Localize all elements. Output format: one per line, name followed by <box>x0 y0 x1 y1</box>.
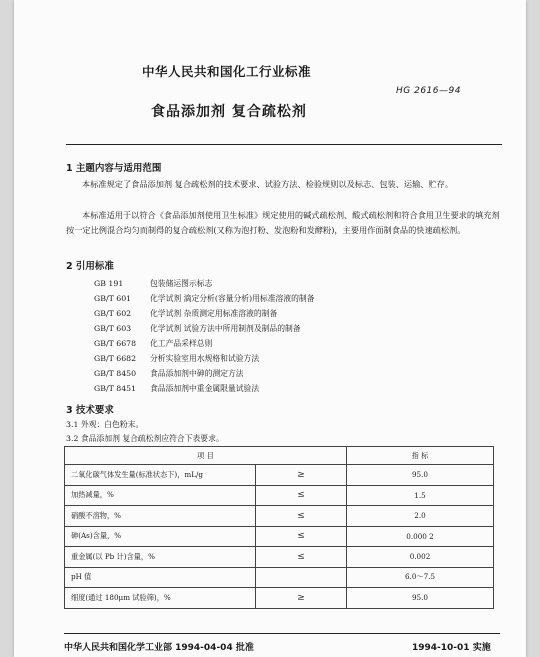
approval-line: 中华人民共和国化学工业部 1994-04-04 批准 <box>64 643 254 653</box>
section-1-para-1: 本标准规定了食品添加剂 复合疏松剂的技术要求、试验方法、检验规则以及标志、包装、运输、贮存。 <box>82 179 454 189</box>
section-1-heading: 1 主题内容与适用范围 <box>66 163 162 174</box>
section-1-para-2: 本标准适用于以符合《食品添加剂使用卫生标准》规定使用的碱式疏松剂、酸式疏松剂和符合食用卫生要求的填充剂按一定比例混合均匀而制得的复合疏松剂(又称为泡打粉、发泡粉和发酵粉)，主要用作面制食品的快速疏松剂。 <box>66 210 500 235</box>
row-comparator: ≥ <box>256 465 347 486</box>
reference-item <box>94 323 301 334</box>
row-item-name: 细度(通过 180μm 试验筛)，% <box>65 588 256 609</box>
reference-code: GB/T 602 <box>94 309 132 318</box>
reference-title: 化学试剂 杂质测定用标准溶液的制备 <box>150 309 278 318</box>
row-item-name: 硝酸不溶物，% <box>65 506 256 527</box>
reference-item <box>94 338 212 349</box>
row-value: 1.5 <box>347 485 494 506</box>
row-value: 0.000 2 <box>347 526 494 547</box>
standard-code: HG 2616—94 <box>396 86 461 96</box>
row-item-name: 重金属(以 Pb 计)含量，% <box>65 547 256 568</box>
table-row <box>65 465 494 486</box>
reference-item <box>94 353 259 364</box>
reference-title: 化学试剂 滴定分析(容量分析)用标准溶液的制备 <box>150 294 315 303</box>
reference-item <box>94 368 244 379</box>
table-row <box>65 567 494 588</box>
row-item-name: pH 值 <box>65 567 256 588</box>
reference-code: GB/T 6678 <box>94 339 137 348</box>
reference-code: GB/T 601 <box>94 294 132 303</box>
row-comparator: ≥ <box>256 588 347 609</box>
effective-date: 1994-10-01 实施 <box>412 643 491 653</box>
document-page <box>14 0 526 657</box>
table-row <box>65 526 494 547</box>
row-value: 0.002 <box>347 547 494 568</box>
row-comparator: ≤ <box>256 485 347 506</box>
reference-title: 分析实验室用水规格和试验方法 <box>150 354 260 363</box>
industry-standard-title: 中华人民共和国化工行业标准 <box>142 64 312 79</box>
table-row <box>65 588 494 609</box>
row-value: 95.0 <box>347 588 494 609</box>
reference-code: GB 191 <box>94 279 124 288</box>
row-value: 95.0 <box>347 465 494 486</box>
row-item-name: 砷(As)含量，% <box>65 526 256 547</box>
row-value: 6.0～7.5 <box>347 567 494 588</box>
reference-title: 食品添加剂中重金属限量试验法 <box>150 384 260 393</box>
reference-code: GB/T 8450 <box>94 369 137 378</box>
reference-item <box>94 293 315 304</box>
section-3-heading: 3 技术要求 <box>66 405 114 416</box>
reference-code: GB/T 8451 <box>94 384 137 393</box>
reference-title: 化工产品采样总则 <box>150 339 213 348</box>
column-header-item: 项 目 <box>65 447 347 465</box>
table-row <box>65 547 494 568</box>
reference-title: 食品添加剂中砷的测定方法 <box>150 369 244 378</box>
row-comparator <box>256 567 347 588</box>
header-divider <box>66 144 502 145</box>
row-item-name: 二氧化碳气体发生量(标准状态下)，mL/g <box>65 465 256 486</box>
reference-title: 化学试剂 试验方法中所用制剂及制品的制备 <box>150 324 301 333</box>
reference-code: GB/T 603 <box>94 324 132 333</box>
requirement-3-2: 3.2 食品添加剂 复合疏松剂应符合下表要求。 <box>66 434 224 443</box>
reference-item <box>94 308 277 319</box>
specification-table <box>64 446 494 609</box>
row-comparator: ≤ <box>256 547 347 568</box>
row-comparator: ≤ <box>256 506 347 527</box>
table-row <box>65 506 494 527</box>
row-item-name: 加热减量，% <box>65 485 256 506</box>
reference-item <box>94 278 212 289</box>
table-header-row <box>65 447 494 465</box>
row-value: 2.0 <box>347 506 494 527</box>
table-row <box>65 485 494 506</box>
main-title: 食品添加剂 复合疏松剂 <box>151 104 307 120</box>
footer-divider <box>64 633 500 634</box>
requirement-3-1: 3.1 外观：白色粉末。 <box>66 420 144 429</box>
column-header-index: 指 标 <box>347 447 494 465</box>
reference-code: GB/T 6682 <box>94 354 137 363</box>
reference-item <box>94 383 259 394</box>
reference-title: 包装储运图示标志 <box>150 279 213 288</box>
section-2-heading: 2 引用标准 <box>66 261 114 272</box>
row-comparator: ≤ <box>256 526 347 547</box>
